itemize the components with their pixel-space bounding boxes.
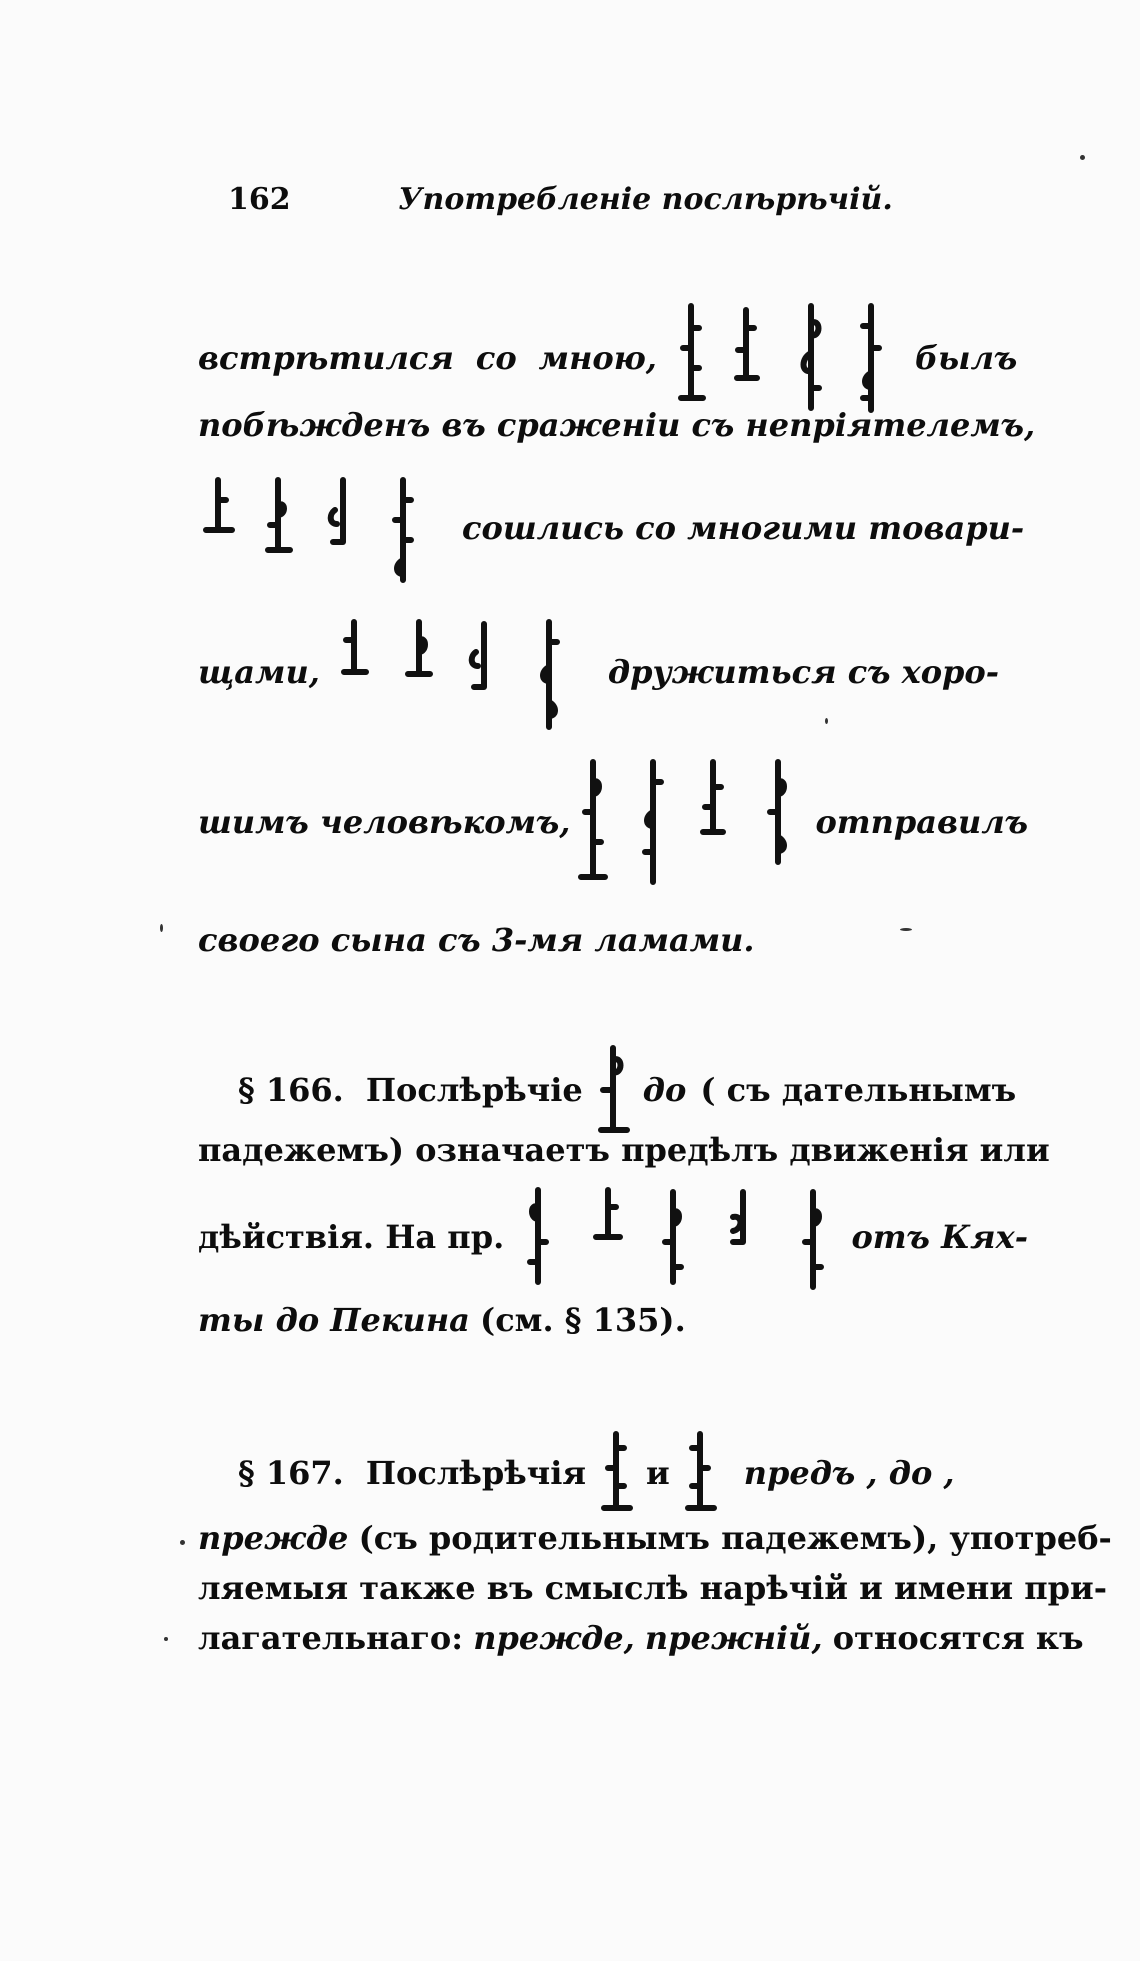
para1-line1 xyxy=(198,298,1028,418)
scan-speck xyxy=(164,1637,168,1641)
section-sign: § 167. xyxy=(238,1454,344,1492)
text-fragment: дружиться съ хоро- xyxy=(607,653,1000,691)
text-fragment: лагательнаго: xyxy=(198,1619,464,1657)
text-fragment: ( съ дательнымъ xyxy=(700,1071,1017,1109)
text-fragment: Послѣрѣчіе xyxy=(365,1071,583,1109)
text-fragment: (съ родительнымъ падежемъ), употреб- xyxy=(358,1519,1112,1557)
text-fragment: своего сына съ 3-мя ламами. xyxy=(198,921,755,959)
mongolian-script-phrase xyxy=(508,1182,848,1292)
para167-line2 xyxy=(198,1518,1112,1558)
text-fragment: прежде xyxy=(198,1519,349,1557)
section-sign: § 166. xyxy=(238,1071,344,1109)
mongolian-script-phrase xyxy=(573,752,813,892)
para167-line1 xyxy=(238,1428,1028,1518)
para1-line5 xyxy=(198,752,1028,892)
text-fragment: предъ , до , xyxy=(743,1454,955,1492)
text-fragment: и xyxy=(646,1454,670,1492)
text-fragment: отправилъ xyxy=(815,803,1028,841)
text-fragment: встрѣтился xyxy=(198,339,454,377)
scan-speck xyxy=(1080,155,1085,160)
text-fragment: дѣйствія. На пр. xyxy=(198,1218,505,1256)
text-fragment: до xyxy=(642,1071,687,1109)
mongolian-script-phrase xyxy=(671,298,901,418)
scan-speck xyxy=(180,1540,185,1545)
text-fragment: относятся къ xyxy=(832,1619,1084,1657)
scan-speck xyxy=(900,928,912,931)
text-fragment: прежній, xyxy=(644,1619,823,1657)
para1-line2 xyxy=(198,405,1036,445)
text-fragment: сошлись со многими товари- xyxy=(462,508,1025,547)
text-fragment: побѣжденъ въ сраженіи съ непріятелемъ, xyxy=(198,406,1036,444)
mongolian-script-phrase xyxy=(334,612,594,732)
para166-line4 xyxy=(198,1300,1028,1340)
text-fragment: прежде, xyxy=(473,1619,635,1657)
para1-line3 xyxy=(198,470,1028,585)
para1-line4 xyxy=(198,612,1028,732)
mongolian-script-word xyxy=(583,1040,643,1140)
text-fragment: падежемъ) означаетъ предѣлъ движенія или xyxy=(198,1131,1050,1169)
page-number: 162 xyxy=(228,182,291,217)
running-header xyxy=(228,180,988,220)
text-fragment: мною, xyxy=(538,339,657,377)
text-fragment: былъ xyxy=(914,339,1018,377)
text-fragment: Послѣрѣчія xyxy=(365,1454,587,1492)
text-fragment: шимъ человѣкомъ, xyxy=(198,803,571,841)
scan-speck xyxy=(825,718,828,724)
para167-line3 xyxy=(198,1568,1108,1608)
para166-line3 xyxy=(198,1182,1028,1292)
para167-line4 xyxy=(198,1618,1084,1658)
text-fragment: (см. § 135). xyxy=(480,1301,686,1339)
text-fragment: со xyxy=(475,339,517,377)
text-fragment: ляемыя также въ смыслѣ нарѣчій и имени при- xyxy=(198,1569,1108,1607)
para166-line1 xyxy=(238,1040,1028,1140)
text-fragment: отъ Кях- xyxy=(851,1218,1028,1256)
scan-speck xyxy=(160,924,163,932)
para1-line6 xyxy=(198,920,1028,960)
mongolian-script-word xyxy=(586,1428,646,1518)
text-fragment: ты до Пекина xyxy=(198,1301,470,1339)
para166-line2 xyxy=(198,1130,1050,1170)
running-title: Употребленіе послѣрѣчій. xyxy=(398,182,893,217)
text-fragment: щами, xyxy=(198,653,320,691)
mongolian-script-word xyxy=(670,1428,730,1518)
mongolian-script-phrase xyxy=(198,470,448,585)
